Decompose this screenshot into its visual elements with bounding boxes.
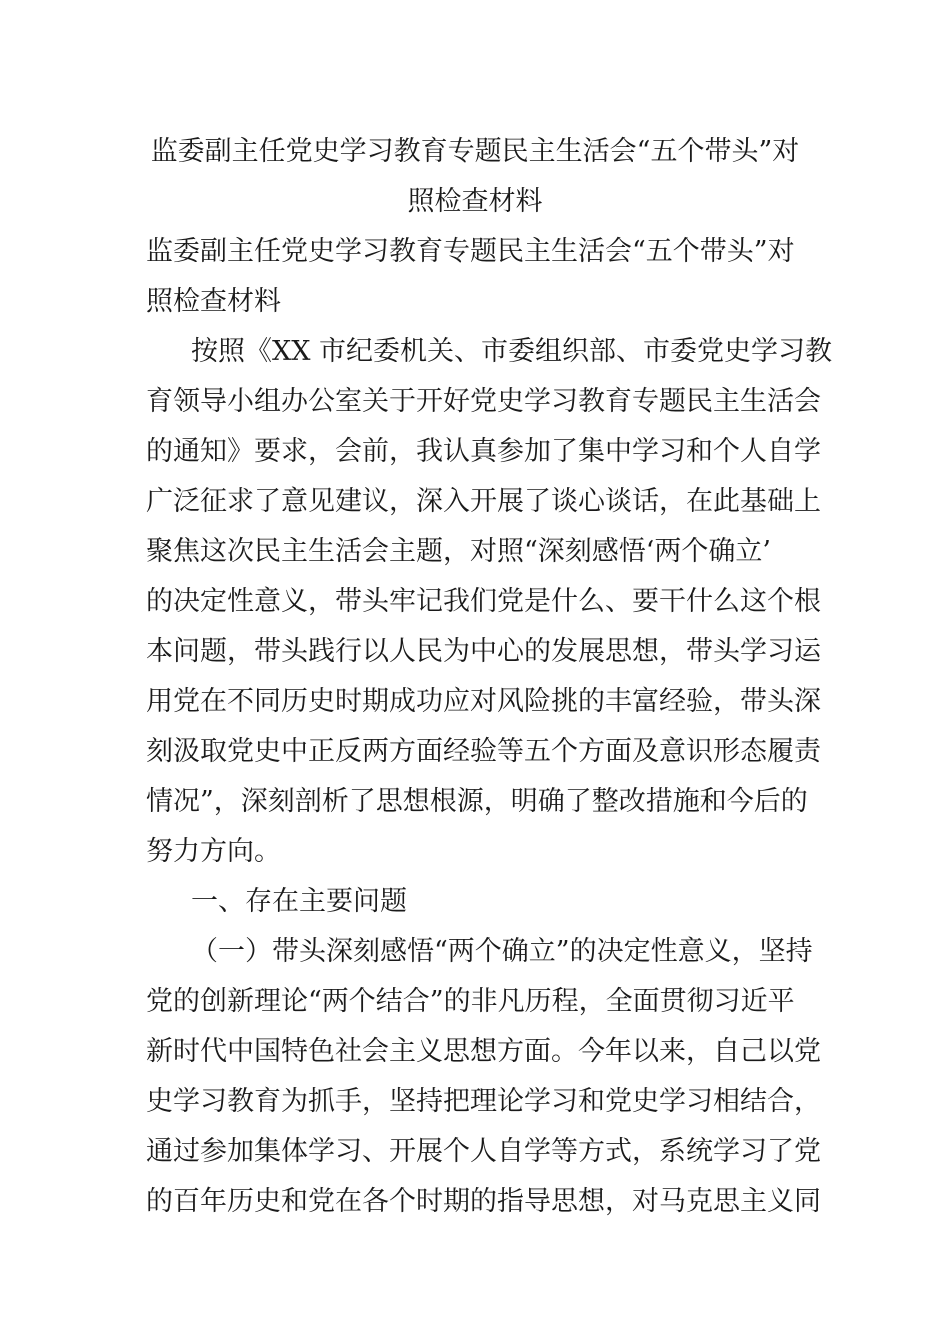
paragraph2-line: 史学习教育为抓手，坚持把理论学习和党史学习相结合， <box>146 1086 821 1117</box>
document-title-line-1: 监委副主任党史学习教育专题民主生活会“五个带头”对 <box>150 136 800 167</box>
paragraph1-line: 情况”，深刻剖析了思想根源，明确了整改措施和今后的 <box>146 786 808 817</box>
paragraph1-line: 本问题，带头践行以人民为中心的发展思想，带头学习运 <box>146 636 821 667</box>
paragraph1-line: 刻汲取党史中正反两方面经验等五个方面及意识形态履责 <box>146 736 821 767</box>
paragraph2-line: 党的创新理论“两个结合”的非凡历程，全面贯彻习近平 <box>146 986 795 1017</box>
paragraph1-line: 努力方向。 <box>146 836 281 867</box>
heading-line-2: 照检查材料 <box>146 286 281 317</box>
paragraph2-line: （一）带头深刻感悟“两个确立”的决定性意义，坚持 <box>191 936 813 967</box>
paragraph1-line: 用党在不同历史时期成功应对风险挑的丰富经验，带头深 <box>146 686 821 717</box>
paragraph1-line: 聚焦这次民主生活会主题，对照“深刻感悟‘两个确立’ <box>146 536 771 567</box>
paragraph1-line: 的决定性意义，带头牢记我们党是什么、要干什么这个根 <box>146 586 821 617</box>
paragraph2-line: 通过参加集体学习、开展个人自学等方式，系统学习了党 <box>146 1136 821 1167</box>
paragraph2-line: 新时代中国特色社会主义思想方面。今年以来，自己以党 <box>146 1036 821 1067</box>
section1-heading: 一、存在主要问题 <box>191 886 407 917</box>
paragraph2-line: 的百年历史和党在各个时期的指导思想，对马克思主义同 <box>146 1186 821 1217</box>
paragraph1-line: 育领导小组办公室关于开好党史学习教育专题民主生活会 <box>146 386 821 417</box>
paragraph1-line: 广泛征求了意见建议，深入开展了谈心谈话，在此基础上 <box>146 486 821 517</box>
paragraph1-line: 的通知》要求，会前，我认真参加了集中学习和个人自学 <box>146 436 821 467</box>
paragraph1-line: 按照《XX 市纪委机关、市委组织部、市委党史学习教 <box>191 336 833 367</box>
document-title-line-2: 照检查材料 <box>407 186 543 217</box>
heading-line-1: 监委副主任党史学习教育专题民主生活会“五个带头”对 <box>146 236 795 267</box>
